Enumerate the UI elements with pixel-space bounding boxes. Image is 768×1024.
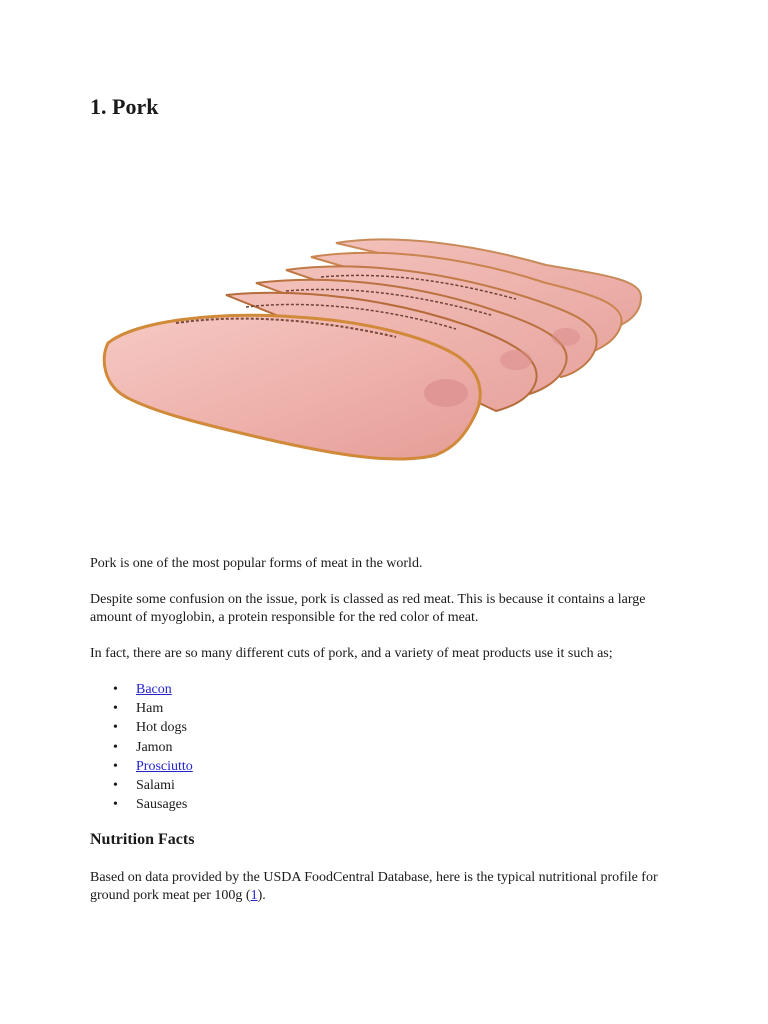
paragraph-cuts: In fact, there are so many different cuts of pork, and a variety of meat products use it such as;	[90, 646, 613, 661]
paragraph-intro: Pork is one of the most popular forms of meat in the world.	[90, 556, 423, 571]
pork-slices-image	[96, 225, 656, 470]
nutrition-heading: Nutrition Facts	[90, 831, 195, 848]
bullet: •	[113, 758, 118, 774]
prosciutto-link[interactable]: Prosciutto	[136, 758, 193, 774]
list-item-label: Jamon	[136, 739, 173, 755]
list-item	[90, 776, 193, 795]
bullet: •	[113, 682, 118, 697]
list-item-label: Hot dogs	[136, 720, 187, 736]
list-item-label: Sausages	[136, 797, 188, 813]
pork-products-list	[90, 680, 193, 814]
nutrition-text-end: ).	[257, 888, 266, 903]
bullet: •	[113, 777, 118, 793]
list-item-label: Salami	[136, 777, 175, 793]
bullet: •	[113, 720, 118, 736]
list-item-label: Ham	[136, 701, 164, 717]
bullet: •	[113, 739, 118, 755]
list-item	[90, 699, 193, 718]
list-item	[90, 738, 193, 757]
list-item	[90, 718, 193, 737]
paragraph-red-meat: Despite some confusion on the issue, pork is classed as red meat. This is because it contains a large amount of myoglobin, a protein responsible for the red color of meat.	[90, 592, 646, 625]
list-item	[90, 795, 193, 814]
nutrition-text: Based on data provided by the USDA FoodCentral Database, here is the typical nutritional profile for ground pork meat per 100g (	[90, 870, 658, 903]
list-item	[90, 757, 193, 776]
reference-link[interactable]: 1	[250, 888, 258, 903]
bullet: •	[113, 701, 118, 717]
bacon-link[interactable]: Bacon	[136, 682, 172, 697]
bullet: •	[113, 797, 118, 813]
paragraph-nutrition	[90, 869, 670, 905]
list-item	[90, 680, 193, 699]
section-heading: 1. Pork	[90, 94, 159, 119]
